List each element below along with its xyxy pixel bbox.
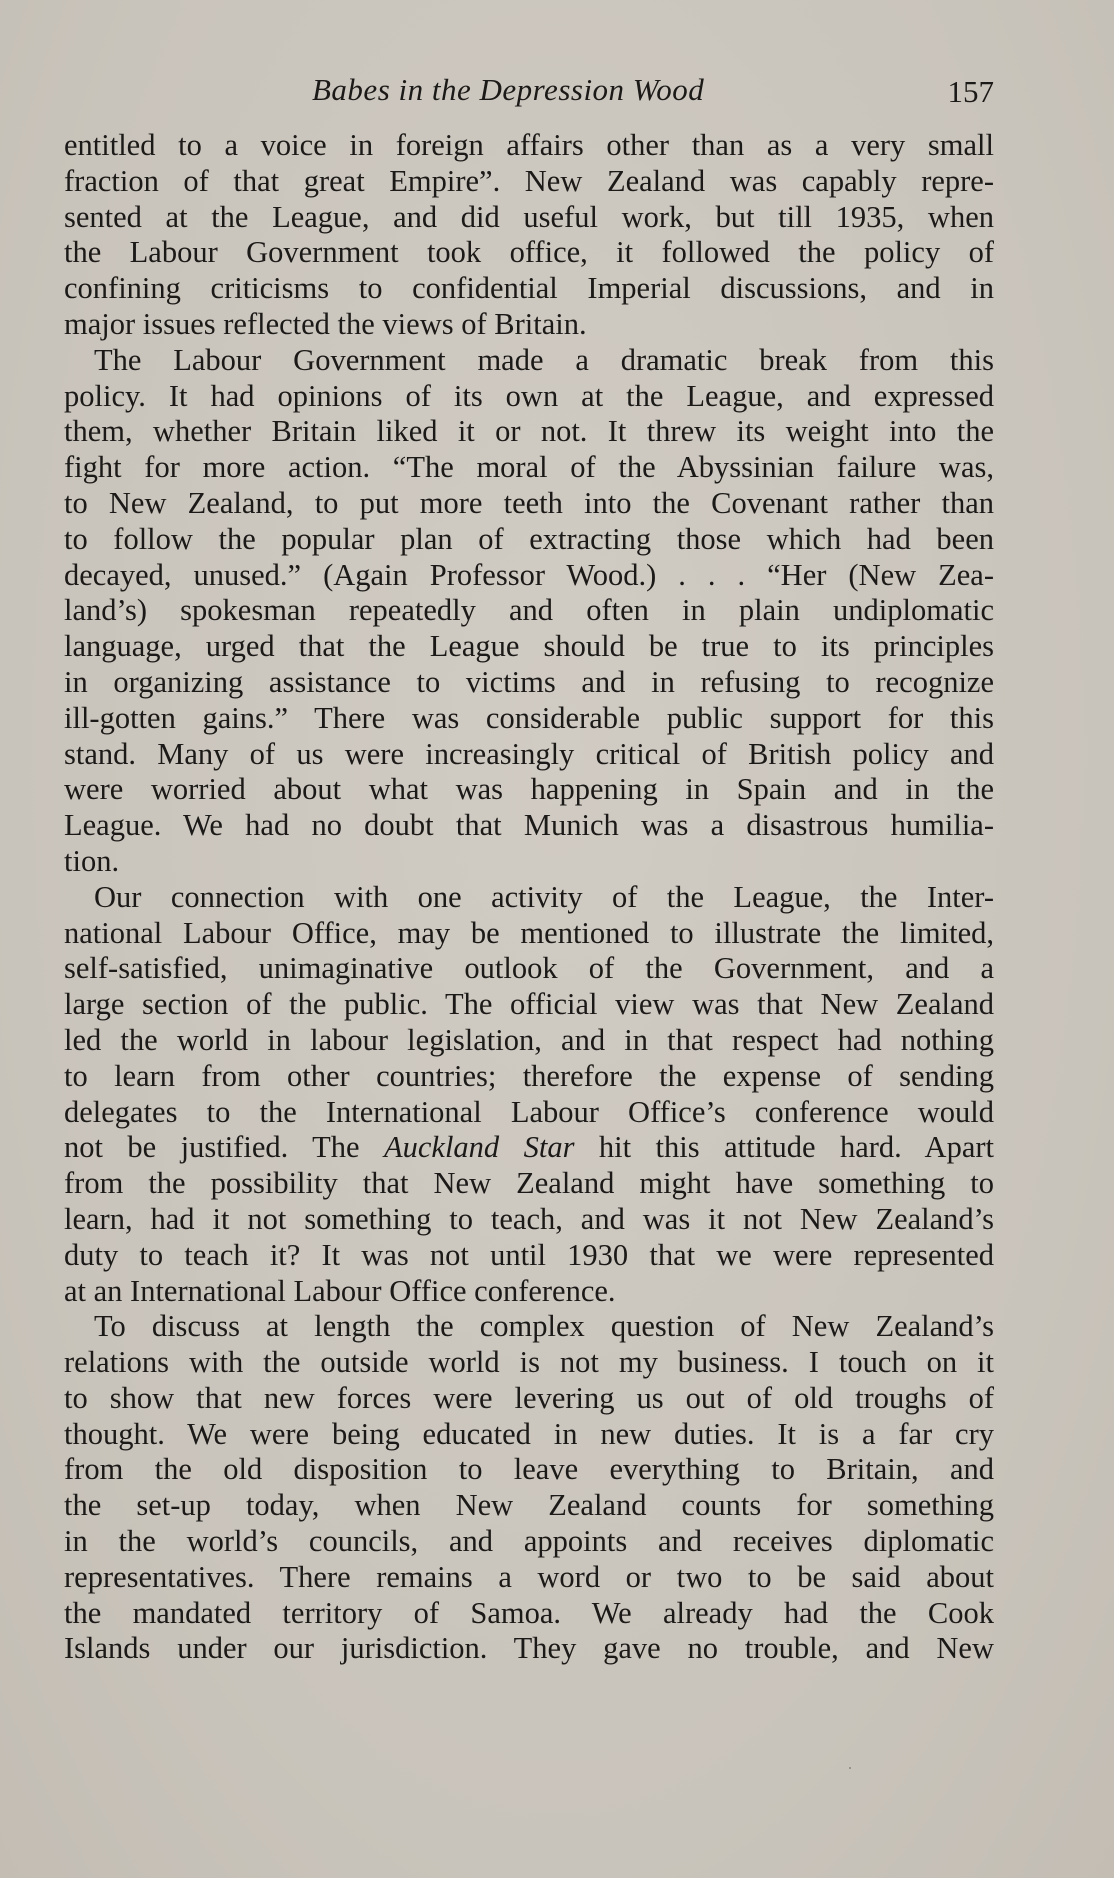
text-line: national Labour Office, may be mentioned to illustrate the limited,: [64, 915, 994, 950]
paragraph-3: [64, 880, 994, 1310]
page-number: 157: [947, 74, 994, 109]
text-line: to show that new forces were levering us out of old troughs of: [64, 1380, 994, 1415]
text-line: large section of the public. The official view was that New Zealand: [64, 987, 994, 1022]
newspaper-title: Auckland Star: [384, 1130, 575, 1165]
running-title: Babes in the Depression Wood: [312, 72, 705, 107]
text-line: the set-up today, when New Zealand counts for something: [64, 1488, 994, 1523]
text-line: tion.: [64, 843, 120, 878]
text-line: language, urged that the League should be true to its principles: [64, 629, 994, 664]
text-line: were worried about what was happening in Spain and in the: [64, 772, 994, 807]
text-line: relations with the outside world is not my business. I touch on it: [64, 1345, 994, 1380]
text-line: confining criticisms to confidential Imperial discussions, and in: [64, 271, 994, 306]
text-line: them, whether Britain liked it or not. It threw its weight into the: [64, 414, 994, 449]
text-line: in the world’s councils, and appoints and receives diplomatic: [64, 1524, 994, 1559]
text-line: to follow the popular plan of extracting those which had been: [64, 521, 994, 556]
text-line: major issues reflected the views of Britain.: [64, 306, 587, 341]
text-line: to learn from other countries; therefore the expense of sending: [64, 1058, 994, 1093]
text-line: sented at the League, and did useful work, but till 1935, when: [64, 199, 994, 234]
running-head: [64, 72, 994, 112]
text-line: self-satisfied, unimaginative outlook of the Government, and a: [64, 951, 994, 986]
text-line-with-italic: [64, 1130, 994, 1166]
paper-speck: [849, 1767, 851, 1769]
text-line: Islands under our jurisdiction. They gave no trouble, and New: [64, 1631, 994, 1666]
text-line: ill-gotten gains.” There was considerable public support for this: [64, 700, 994, 735]
text-line: entitled to a voice in foreign affairs other than as a very small: [64, 128, 994, 162]
text-line: delegates to the International Labour Office’s conference would: [64, 1094, 994, 1129]
text-line: representatives. There remains a word or two to be said about: [64, 1559, 994, 1594]
text-line: the mandated territory of Samoa. We already had the Cook: [64, 1595, 994, 1630]
text-segment: hit this attitude hard. Apart: [598, 1130, 994, 1165]
text-line: To discuss at length the complex question of New Zealand’s: [94, 1309, 994, 1344]
paragraph-1: [64, 128, 994, 343]
text-line: from the old disposition to leave everything to Britain, and: [64, 1452, 994, 1487]
text-line: at an International Labour Office conference.: [64, 1273, 616, 1308]
text-line: led the world in labour legislation, and in that respect had nothing: [64, 1022, 994, 1057]
text-line: learn, had it not something to teach, and was it not New Zealand’s: [64, 1201, 994, 1236]
paragraph-2: [64, 343, 994, 880]
text-segment: not be justified. The: [64, 1130, 360, 1165]
text-line: land’s) spokesman repeatedly and often in plain undiplomatic: [64, 593, 994, 628]
text-line: decayed, unused.” (Again Professor Wood.) . . . “Her (New Zea-: [64, 557, 994, 592]
text-line: The Labour Government made a dramatic break from this: [94, 342, 994, 377]
body-text: [64, 128, 994, 1667]
text-line: to New Zealand, to put more teeth into the Covenant rather than: [64, 485, 994, 520]
text-line: the Labour Government took office, it followed the policy of: [64, 235, 994, 270]
text-line: from the possibility that New Zealand might have something to: [64, 1166, 994, 1201]
text-line: stand. Many of us were increasingly critical of British policy and: [64, 736, 994, 771]
text-line: thought. We were being educated in new duties. It is a far cry: [64, 1416, 994, 1451]
text-line: duty to teach it? It was not until 1930 that we were represented: [64, 1237, 994, 1272]
text-line: Our connection with one activity of the League, the Inter-: [94, 879, 994, 914]
text-line: policy. It had opinions of its own at the League, and expressed: [64, 378, 994, 413]
text-line: fight for more action. “The moral of the Abyssinian failure was,: [64, 450, 994, 485]
text-line: fraction of that great Empire”. New Zealand was capably repre-: [64, 163, 994, 198]
text-line: League. We had no doubt that Munich was a disastrous humilia-: [64, 808, 994, 843]
text-line: in organizing assistance to victims and in refusing to recognize: [64, 664, 994, 699]
paragraph-4: [64, 1309, 994, 1667]
